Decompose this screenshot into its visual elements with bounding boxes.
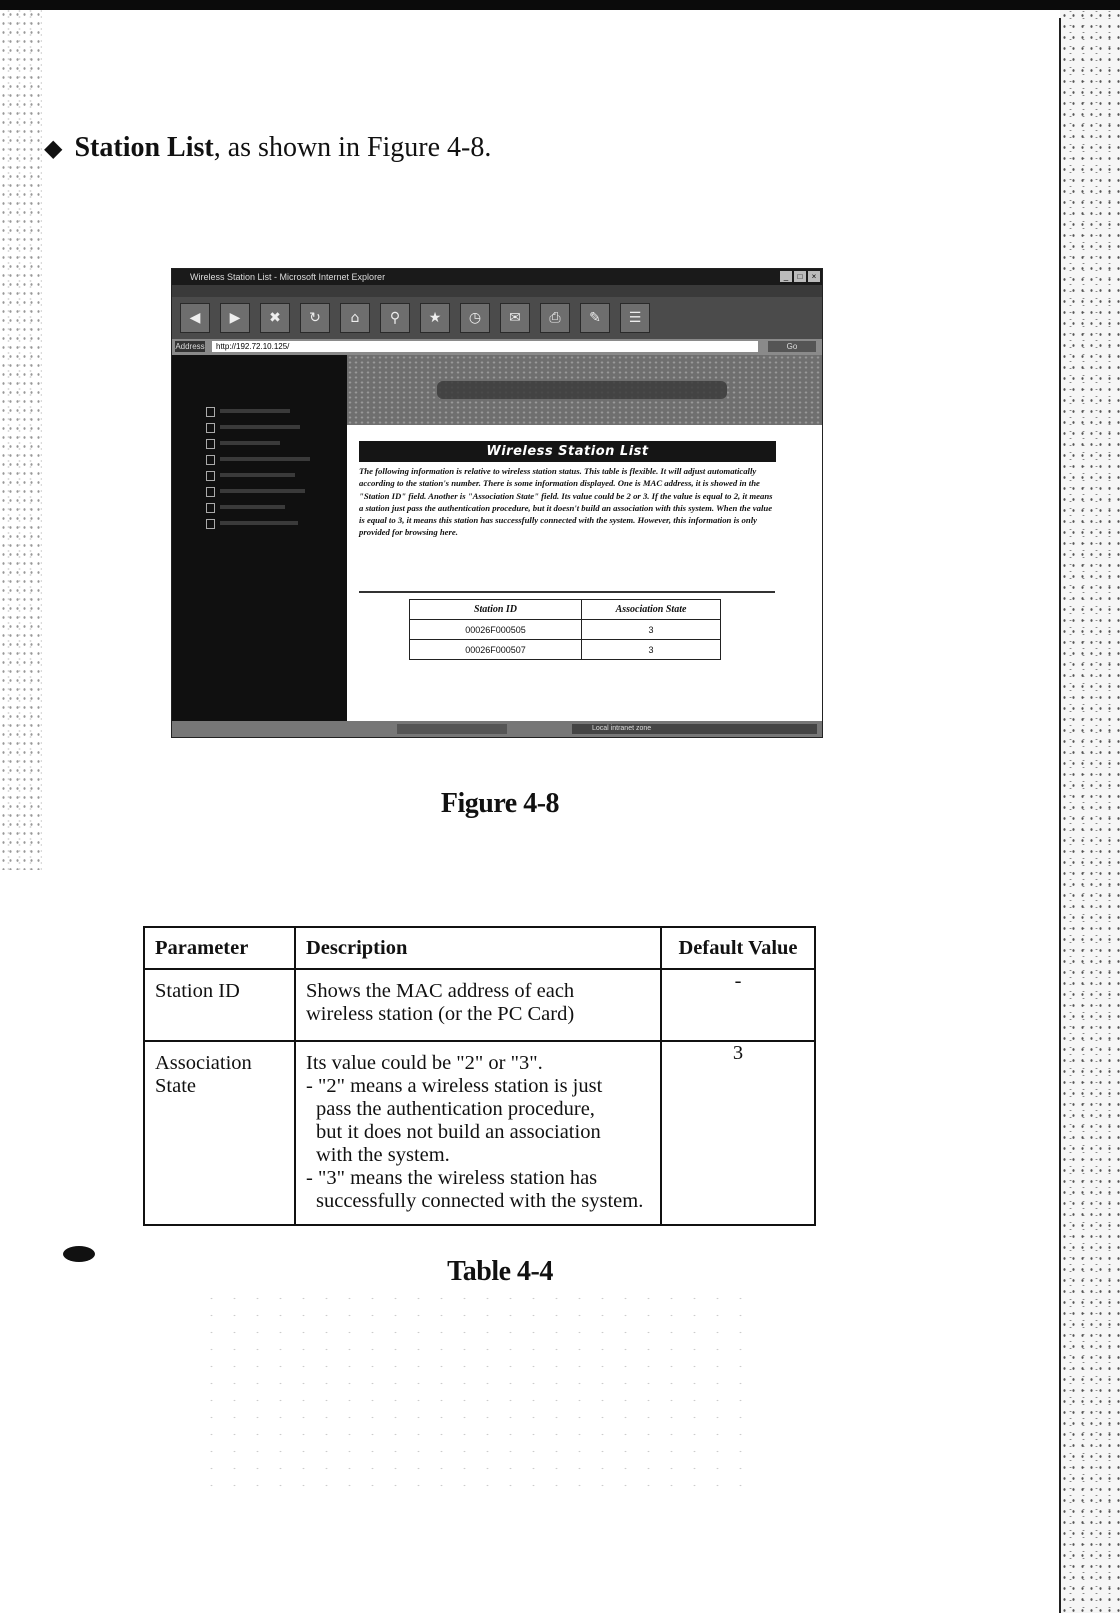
address-input[interactable]: http://192.72.10.125/ — [212, 341, 758, 352]
association-state-cell: 3 — [582, 620, 721, 640]
print-icon[interactable]: ⎙ — [540, 303, 570, 333]
description-line: Its value could be "2" or "3". — [306, 1052, 543, 1074]
parameter-cell — [144, 1041, 295, 1225]
sidebar-item-link[interactable] — [220, 457, 310, 461]
maximize-icon[interactable]: □ — [794, 271, 806, 282]
sidebar-item-icon[interactable] — [206, 503, 215, 513]
default-value-cell: 3 — [661, 1041, 815, 1225]
banner-logo — [437, 381, 727, 399]
table-caption: Table 4-4 — [447, 1256, 553, 1287]
sidebar-item-link[interactable] — [220, 441, 280, 445]
edit-icon[interactable]: ✎ — [580, 303, 610, 333]
scan-noise-right — [1060, 10, 1120, 1613]
browser-title-bar — [172, 269, 822, 285]
sidebar-item-link[interactable] — [220, 473, 295, 477]
browser-title: Wireless Station List - Microsoft Internet Explorer — [190, 272, 386, 282]
forward-icon[interactable]: ▶ — [220, 303, 250, 333]
wireless-station-list-title: Wireless Station List — [359, 441, 776, 462]
station-id-cell: 00026F000507 — [410, 640, 582, 660]
description-line: pass the authentication procedure, — [316, 1098, 595, 1120]
parameter-table — [143, 926, 816, 1226]
sidebar-item-icon[interactable] — [206, 439, 215, 449]
parameter-name: Association — [155, 1052, 252, 1074]
diamond-bullet-icon: ◆ — [44, 136, 63, 162]
station-table — [409, 599, 721, 660]
table-row — [144, 1041, 815, 1225]
default-value-header: Default Value — [661, 927, 815, 969]
address-label: Address — [175, 342, 205, 351]
close-icon[interactable]: × — [808, 271, 820, 282]
station-table-header — [410, 600, 721, 620]
wireless-station-description: The following information is relative to wireless station status. This table is flexible. It will adjust automatically according to the station's number. There is some information displayed. One is MAC address, it is showed in the "Station ID" field. Another is "Association State" field. Its value could be 2 or 3. If the value is equal to 2, it means a station just pass the authentication procedure, but it doesn't build an association with this system. When the value is equal to 3, it means this station has successfully connected with the system. However, this information is only provided for browsing here. — [359, 466, 773, 538]
description-line: Shows the MAC address of each — [306, 980, 575, 1002]
favorites-icon[interactable]: ★ — [420, 303, 450, 333]
discuss-icon[interactable]: ☰ — [620, 303, 650, 333]
sidebar-item-icon[interactable] — [206, 407, 215, 417]
back-icon[interactable]: ◀ — [180, 303, 210, 333]
station-id-cell: 00026F000505 — [410, 620, 582, 640]
parameter-name: State — [155, 1075, 196, 1097]
parameter-cell — [144, 969, 295, 1041]
browser-menu-bar — [172, 285, 822, 297]
web-banner — [347, 355, 822, 425]
description-header: Description — [295, 927, 661, 969]
description-line: with the system. — [316, 1144, 450, 1166]
scan-top-edge — [0, 0, 1120, 10]
description-line: - "3" means the wireless station has — [306, 1167, 598, 1189]
table-row — [144, 969, 815, 1041]
heading-rest: , as shown in Figure 4-8. — [213, 132, 492, 163]
figure-screenshot — [171, 268, 823, 738]
parameter-header: Parameter — [144, 927, 295, 969]
sidebar-item-link[interactable] — [220, 521, 298, 525]
sidebar-item-link[interactable] — [220, 505, 285, 509]
default-value-cell: - — [661, 969, 815, 1041]
description-line: successfully connected with the system. — [316, 1190, 644, 1212]
content-divider — [359, 591, 775, 593]
status-zone: Local intranet zone — [572, 724, 817, 734]
heading-bold: Station List — [74, 132, 214, 163]
stop-icon[interactable]: ✖ — [260, 303, 290, 333]
web-sidebar — [172, 355, 347, 721]
browser-status-bar — [172, 721, 822, 737]
sidebar-item-icon[interactable] — [206, 487, 215, 497]
page-right-edge — [1059, 18, 1061, 1613]
home-icon[interactable]: ⌂ — [340, 303, 370, 333]
mail-icon[interactable]: ✉ — [500, 303, 530, 333]
minimize-icon[interactable]: _ — [780, 271, 792, 282]
description-cell — [295, 1041, 661, 1225]
search-icon[interactable]: ⚲ — [380, 303, 410, 333]
ink-blot — [63, 1246, 95, 1262]
sidebar-item-icon[interactable] — [206, 455, 215, 465]
description-line: but it does not build an association — [316, 1121, 601, 1143]
table-row — [410, 640, 721, 660]
section-heading — [44, 132, 491, 164]
browser-toolbar — [172, 297, 822, 339]
go-button[interactable]: Go — [768, 341, 816, 352]
station-id-header: Station ID — [410, 600, 582, 620]
description-line: - "2" means a wireless station is just — [306, 1075, 603, 1097]
status-segment — [397, 724, 507, 734]
association-state-header: Association State — [582, 600, 721, 620]
sidebar-item-link[interactable] — [220, 425, 300, 429]
description-cell — [295, 969, 661, 1041]
sidebar-item-link[interactable] — [220, 489, 305, 493]
scan-noise-left — [0, 10, 42, 870]
table-row — [410, 620, 721, 640]
sidebar-item-link[interactable] — [220, 409, 290, 413]
parameter-name: Station ID — [155, 980, 240, 1002]
figure-caption: Figure 4-8 — [440, 788, 560, 819]
web-content — [347, 425, 822, 721]
parameter-table-header — [144, 927, 815, 969]
window-controls — [780, 271, 820, 282]
description-line: wireless station (or the PC Card) — [306, 1003, 575, 1025]
scan-noise-bottom — [200, 1290, 760, 1490]
history-icon[interactable]: ◷ — [460, 303, 490, 333]
sidebar-item-icon[interactable] — [206, 471, 215, 481]
sidebar-item-icon[interactable] — [206, 519, 215, 529]
browser-address-bar — [172, 339, 822, 355]
sidebar-item-icon[interactable] — [206, 423, 215, 433]
refresh-icon[interactable]: ↻ — [300, 303, 330, 333]
association-state-cell: 3 — [582, 640, 721, 660]
